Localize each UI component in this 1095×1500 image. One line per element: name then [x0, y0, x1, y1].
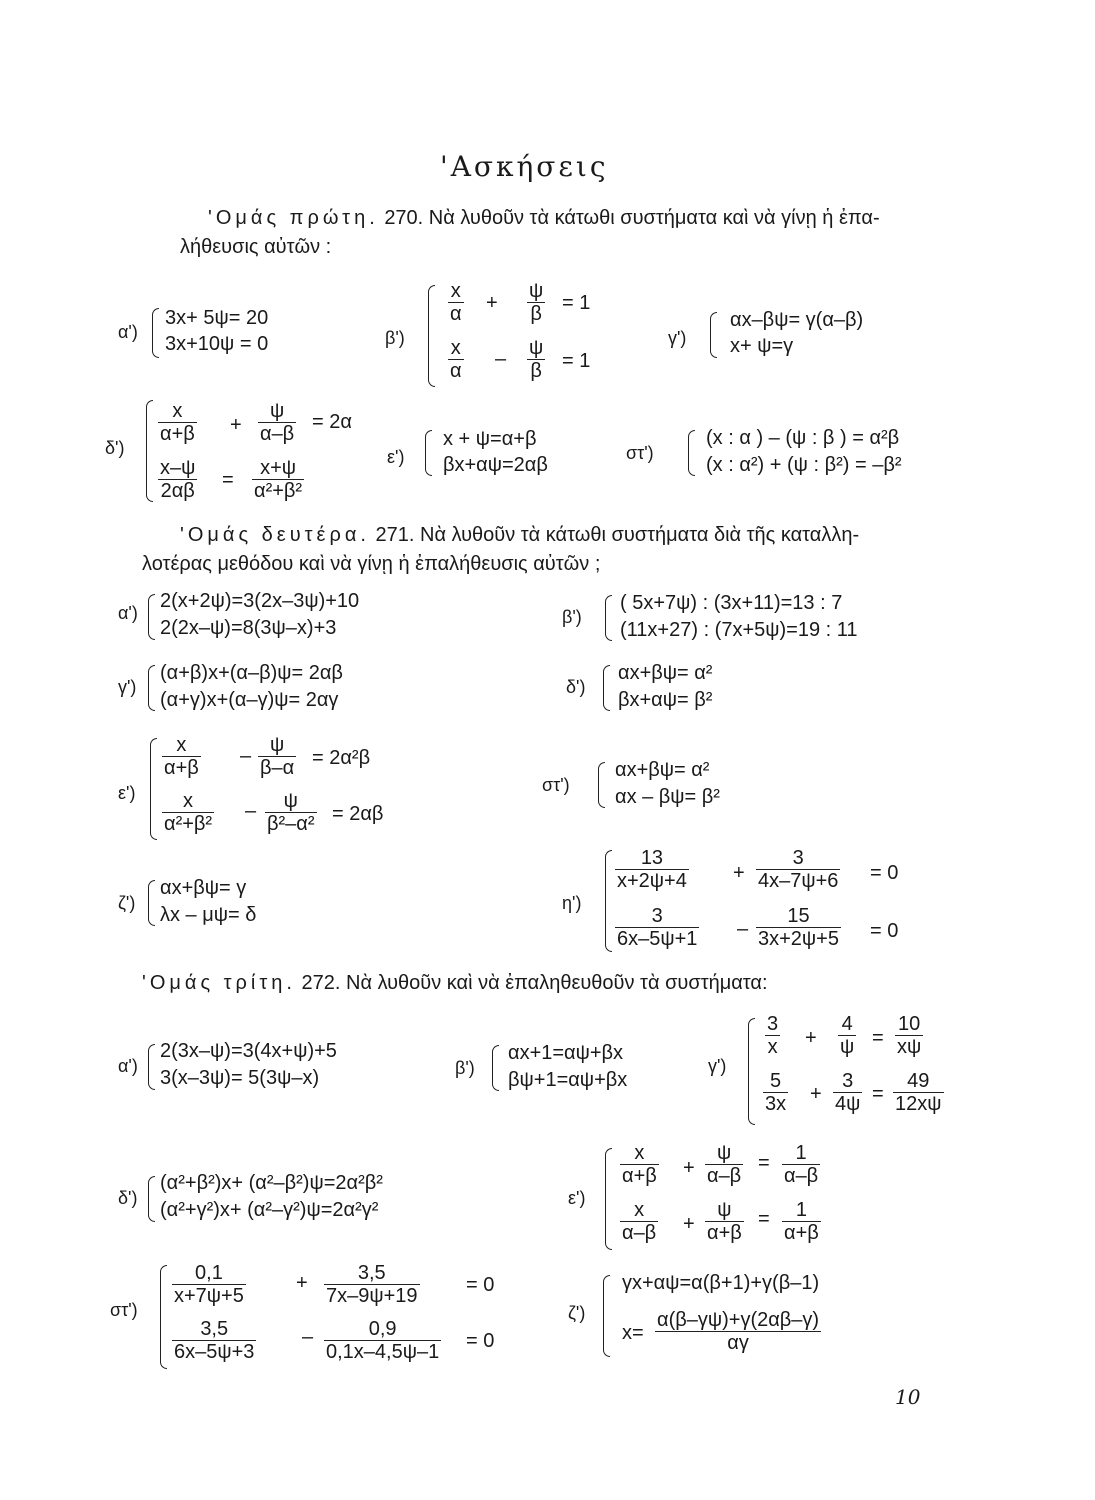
ex2h-frac2: 3 4x–7ψ+6: [758, 847, 839, 892]
ex3e-plus1: +: [683, 1157, 695, 1179]
ex3e-frac4: x α–β: [622, 1199, 657, 1244]
ex1c-eq2: x+ ψ=γ: [730, 335, 794, 357]
ex2h-rhs2: = 0: [870, 920, 899, 942]
ex2c-brace: [148, 665, 155, 711]
ex1d-frac4: x+ψ α²+β²: [254, 457, 303, 502]
ex1c-eq1: αx–βψ= γ(α–β): [730, 309, 864, 331]
ex1e-eq1: x + ψ=α+β: [443, 428, 537, 450]
ex3c-frac2: 4 ψ: [840, 1013, 855, 1058]
ex1f-brace: [688, 430, 695, 476]
ex1e-brace: [425, 430, 432, 476]
ex1d-frac3: x–ψ 2αβ: [160, 457, 196, 502]
ex1e-label: ε'): [387, 447, 405, 467]
ex3g-eq1: γx+αψ=α(β+1)+γ(β–1): [622, 1272, 820, 1294]
ex2b-eq1: ( 5x+7ψ) : (3x+11)=13 : 7: [620, 592, 843, 614]
group1-intro-line1: [208, 207, 880, 230]
ex3c-frac5: 3 4ψ: [835, 1070, 861, 1115]
ex3c-frac6: 49 12xψ: [895, 1070, 942, 1115]
ex2a-label: α'): [118, 603, 138, 623]
ex1d-rhs1: = 2α: [312, 411, 352, 433]
ex1f-eq1: (x : α ) – (ψ : β ) = α²β: [706, 427, 900, 449]
group2-intro-line1: [180, 524, 859, 547]
ex3g-frac: α(β–γψ)+γ(2αβ–γ) αγ: [657, 1309, 820, 1354]
ex3d-label: δ'): [118, 1188, 138, 1208]
ex1d-frac1: x α+β: [160, 400, 195, 445]
ex3e-plus2: +: [683, 1213, 695, 1235]
ex2g-brace: [148, 880, 155, 926]
ex2f-brace: [598, 762, 605, 808]
ex1c-brace: [710, 312, 717, 358]
ex3c-frac4: 5 3x: [765, 1070, 787, 1115]
ex3f-frac4: 0,9 0,1x–4,5ψ–1: [326, 1318, 440, 1363]
ex2e-frac1: x α+β: [164, 734, 199, 779]
page-title: 'Ασκήσεις: [440, 150, 609, 183]
ex3e-eq2: =: [758, 1208, 770, 1230]
ex2c-label: γ'): [118, 677, 137, 697]
ex3f-brace: [160, 1265, 167, 1369]
ex3g-label: ζ'): [568, 1303, 586, 1323]
ex2c-eq2: (α+γ)x+(α–γ)ψ= 2αγ: [160, 689, 339, 711]
group1-text-1: 270. Νὰ λυθοῦν τὰ κάτωθι συστήματα καὶ νὰ γίνῃ ἡ ἐπα-: [384, 207, 880, 229]
ex1e-eq2: βx+αψ=2αβ: [443, 454, 548, 476]
ex3a-brace: [148, 1044, 155, 1090]
ex2h-brace: [605, 850, 612, 952]
ex2h-plus: +: [733, 862, 745, 884]
ex2f-eq1: αx+βψ= α²: [615, 759, 710, 781]
ex1b-minus: –: [495, 348, 507, 370]
group2-text-1: 271. Νὰ λυθοῦν τὰ κάτωθι συστήματα διὰ τῆς καταλλη-: [375, 524, 860, 546]
ex1d-eq: =: [222, 469, 234, 491]
ex2g-eq2: λx – μψ= δ: [160, 904, 257, 926]
ex3e-frac5: ψ α+β: [707, 1199, 742, 1244]
ex1d-plus: +: [230, 414, 242, 436]
ex3f-frac2: 3,5 7x–9ψ+19: [326, 1262, 418, 1307]
ex1b-rhs1: = 1: [562, 292, 591, 314]
ex2h-minus: –: [737, 918, 749, 940]
ex2b-brace: [605, 595, 612, 641]
ex3f-label: στ'): [110, 1300, 138, 1320]
ex3e-brace: [605, 1148, 612, 1250]
ex2f-eq2: αx – βψ= β²: [615, 786, 720, 808]
ex2f-label: στ'): [542, 775, 570, 795]
ex2h-frac3: 3 6x–5ψ+1: [617, 905, 698, 950]
ex2a-brace: [148, 594, 155, 640]
ex3b-eq1: αx+1=αψ+βx: [508, 1042, 624, 1064]
ex2h-frac1: 13 x+2ψ+4: [617, 847, 687, 892]
ex2d-brace: [603, 665, 610, 711]
ex2b-label: β'): [562, 607, 582, 627]
ex3f-frac1: 0,1 x+7ψ+5: [174, 1262, 244, 1307]
ex3f-rhs1: = 0: [466, 1274, 495, 1296]
ex3f-frac3: 3,5 6x–5ψ+3: [174, 1318, 255, 1363]
group3-intro-line1: [142, 972, 768, 995]
group3-text-1: 272. Νὰ λυθοῦν καὶ νὰ ἐπαληθευθοῦν τὰ συστήματα:: [301, 972, 768, 994]
ex3e-frac6: 1 α+β: [784, 1199, 819, 1244]
ex2h-rhs1: = 0: [870, 862, 899, 884]
ex1d-brace: [146, 400, 153, 502]
ex2d-eq2: βx+αψ= β²: [618, 689, 713, 711]
ex2b-eq2: (11x+27) : (7x+5ψ)=19 : 11: [620, 619, 858, 641]
ex2e-minus1: –: [240, 745, 252, 767]
ex1b-frac3: x α: [450, 337, 462, 382]
ex1f-label: στ'): [626, 443, 654, 463]
ex1b-brace: [428, 285, 435, 387]
ex1b-label: β'): [385, 328, 405, 348]
ex2e-frac2: ψ β–α: [260, 734, 295, 779]
ex3c-eq1: =: [872, 1027, 884, 1049]
ex3a-eq1: 2(3x–ψ)=3(4x+ψ)+5: [160, 1040, 337, 1062]
ex3c-eq2: =: [872, 1083, 884, 1105]
ex1c-label: γ'): [668, 328, 687, 348]
ex1d-frac2: ψ α–β: [260, 400, 295, 445]
ex3f-rhs2: = 0: [466, 1330, 495, 1352]
ex3e-frac3: 1 α–β: [784, 1142, 819, 1187]
ex3e-label: ε'): [568, 1188, 586, 1208]
ex2a-eq1: 2(x+2ψ)=3(2x–3ψ)+10: [160, 590, 360, 612]
ex1a-eq1: 3x+ 5ψ= 20: [165, 307, 269, 329]
ex3c-frac3: 10 xψ: [897, 1013, 922, 1058]
ex3c-brace: [748, 1018, 755, 1125]
ex3b-eq2: βψ+1=αψ+βx: [508, 1069, 628, 1091]
page-number: 10: [895, 1385, 921, 1409]
ex2e-rhs2: = 2αβ: [332, 803, 384, 825]
ex2a-eq2: 2(2x–ψ)=8(3ψ–x)+3: [160, 617, 337, 639]
ex2g-eq1: αx+βψ= γ: [160, 877, 247, 899]
ex3c-frac1: 3 x: [767, 1013, 779, 1058]
ex2e-label: ε'): [118, 783, 136, 803]
ex1b-rhs2: = 1: [562, 350, 591, 372]
ex2e-minus2: –: [245, 800, 257, 822]
ex1a-eq2: 3x+10ψ = 0: [165, 333, 269, 355]
ex1b-frac1: x α: [450, 280, 462, 325]
ex3c-label: γ'): [708, 1056, 727, 1076]
ex3e-eq1: =: [758, 1152, 770, 1174]
ex3e-frac2: ψ α–β: [707, 1142, 742, 1187]
ex1f-eq2: (x : α²) + (ψ : β²) = –β²: [706, 454, 902, 476]
ex2h-label: η'): [562, 893, 582, 913]
ex3a-eq2: 3(x–3ψ)= 5(3ψ–x): [160, 1067, 320, 1089]
ex3d-eq1: (α²+β²)x+ (α²–β²)ψ=2α²β²: [160, 1172, 383, 1194]
ex2d-eq1: αx+βψ= α²: [618, 662, 713, 684]
ex3d-eq2: (α²+γ²)x+ (α²–γ²)ψ=2α²γ²: [160, 1199, 379, 1221]
ex1b-frac2: ψ β: [529, 280, 544, 325]
ex2e-brace: [150, 738, 157, 840]
ex3c-plus1: +: [805, 1027, 817, 1049]
ex1a-label: α'): [118, 322, 138, 342]
group1-text-2: λήθευσις αὐτῶν :: [180, 236, 332, 258]
group3-label: 'Ομάς τρίτη.: [142, 972, 296, 994]
ex1a-brace: [152, 308, 159, 358]
ex3e-frac1: x α+β: [622, 1142, 657, 1187]
ex2c-eq1: (α+β)x+(α–β)ψ= 2αβ: [160, 662, 343, 684]
ex3d-brace: [148, 1176, 155, 1222]
ex3a-label: α'): [118, 1056, 138, 1076]
ex2e-frac3: x α²+β²: [164, 790, 213, 835]
ex3c-plus2: +: [810, 1083, 822, 1105]
ex3g-brace: [603, 1275, 610, 1357]
ex1b-frac4: ψ β: [529, 337, 544, 382]
ex3b-brace: [492, 1045, 499, 1091]
ex3b-label: β'): [455, 1058, 475, 1078]
ex3g-x-lhs: x=: [622, 1322, 644, 1344]
ex2e-rhs1: = 2α²β: [312, 747, 371, 769]
ex2h-frac4: 15 3x+2ψ+5: [758, 905, 839, 950]
ex2d-label: δ'): [566, 677, 586, 697]
ex1d-label: δ'): [105, 438, 125, 458]
group1-label: 'Ομάς πρώτη.: [208, 207, 379, 229]
ex3f-plus: +: [296, 1272, 308, 1294]
group2-label: 'Ομάς δευτέρα.: [180, 524, 370, 546]
ex3f-minus: –: [302, 1326, 314, 1348]
group2-text-2: λοτέρας μεθόδου καὶ νὰ γίνῃ ἡ ἐπαλήθευσις αὐτῶν ;: [142, 553, 601, 575]
ex1b-plus: +: [486, 292, 498, 314]
ex2e-frac4: ψ β²–α²: [267, 790, 315, 835]
bleed-through-text: [200, 125, 206, 146]
ex2g-label: ζ'): [118, 893, 136, 913]
